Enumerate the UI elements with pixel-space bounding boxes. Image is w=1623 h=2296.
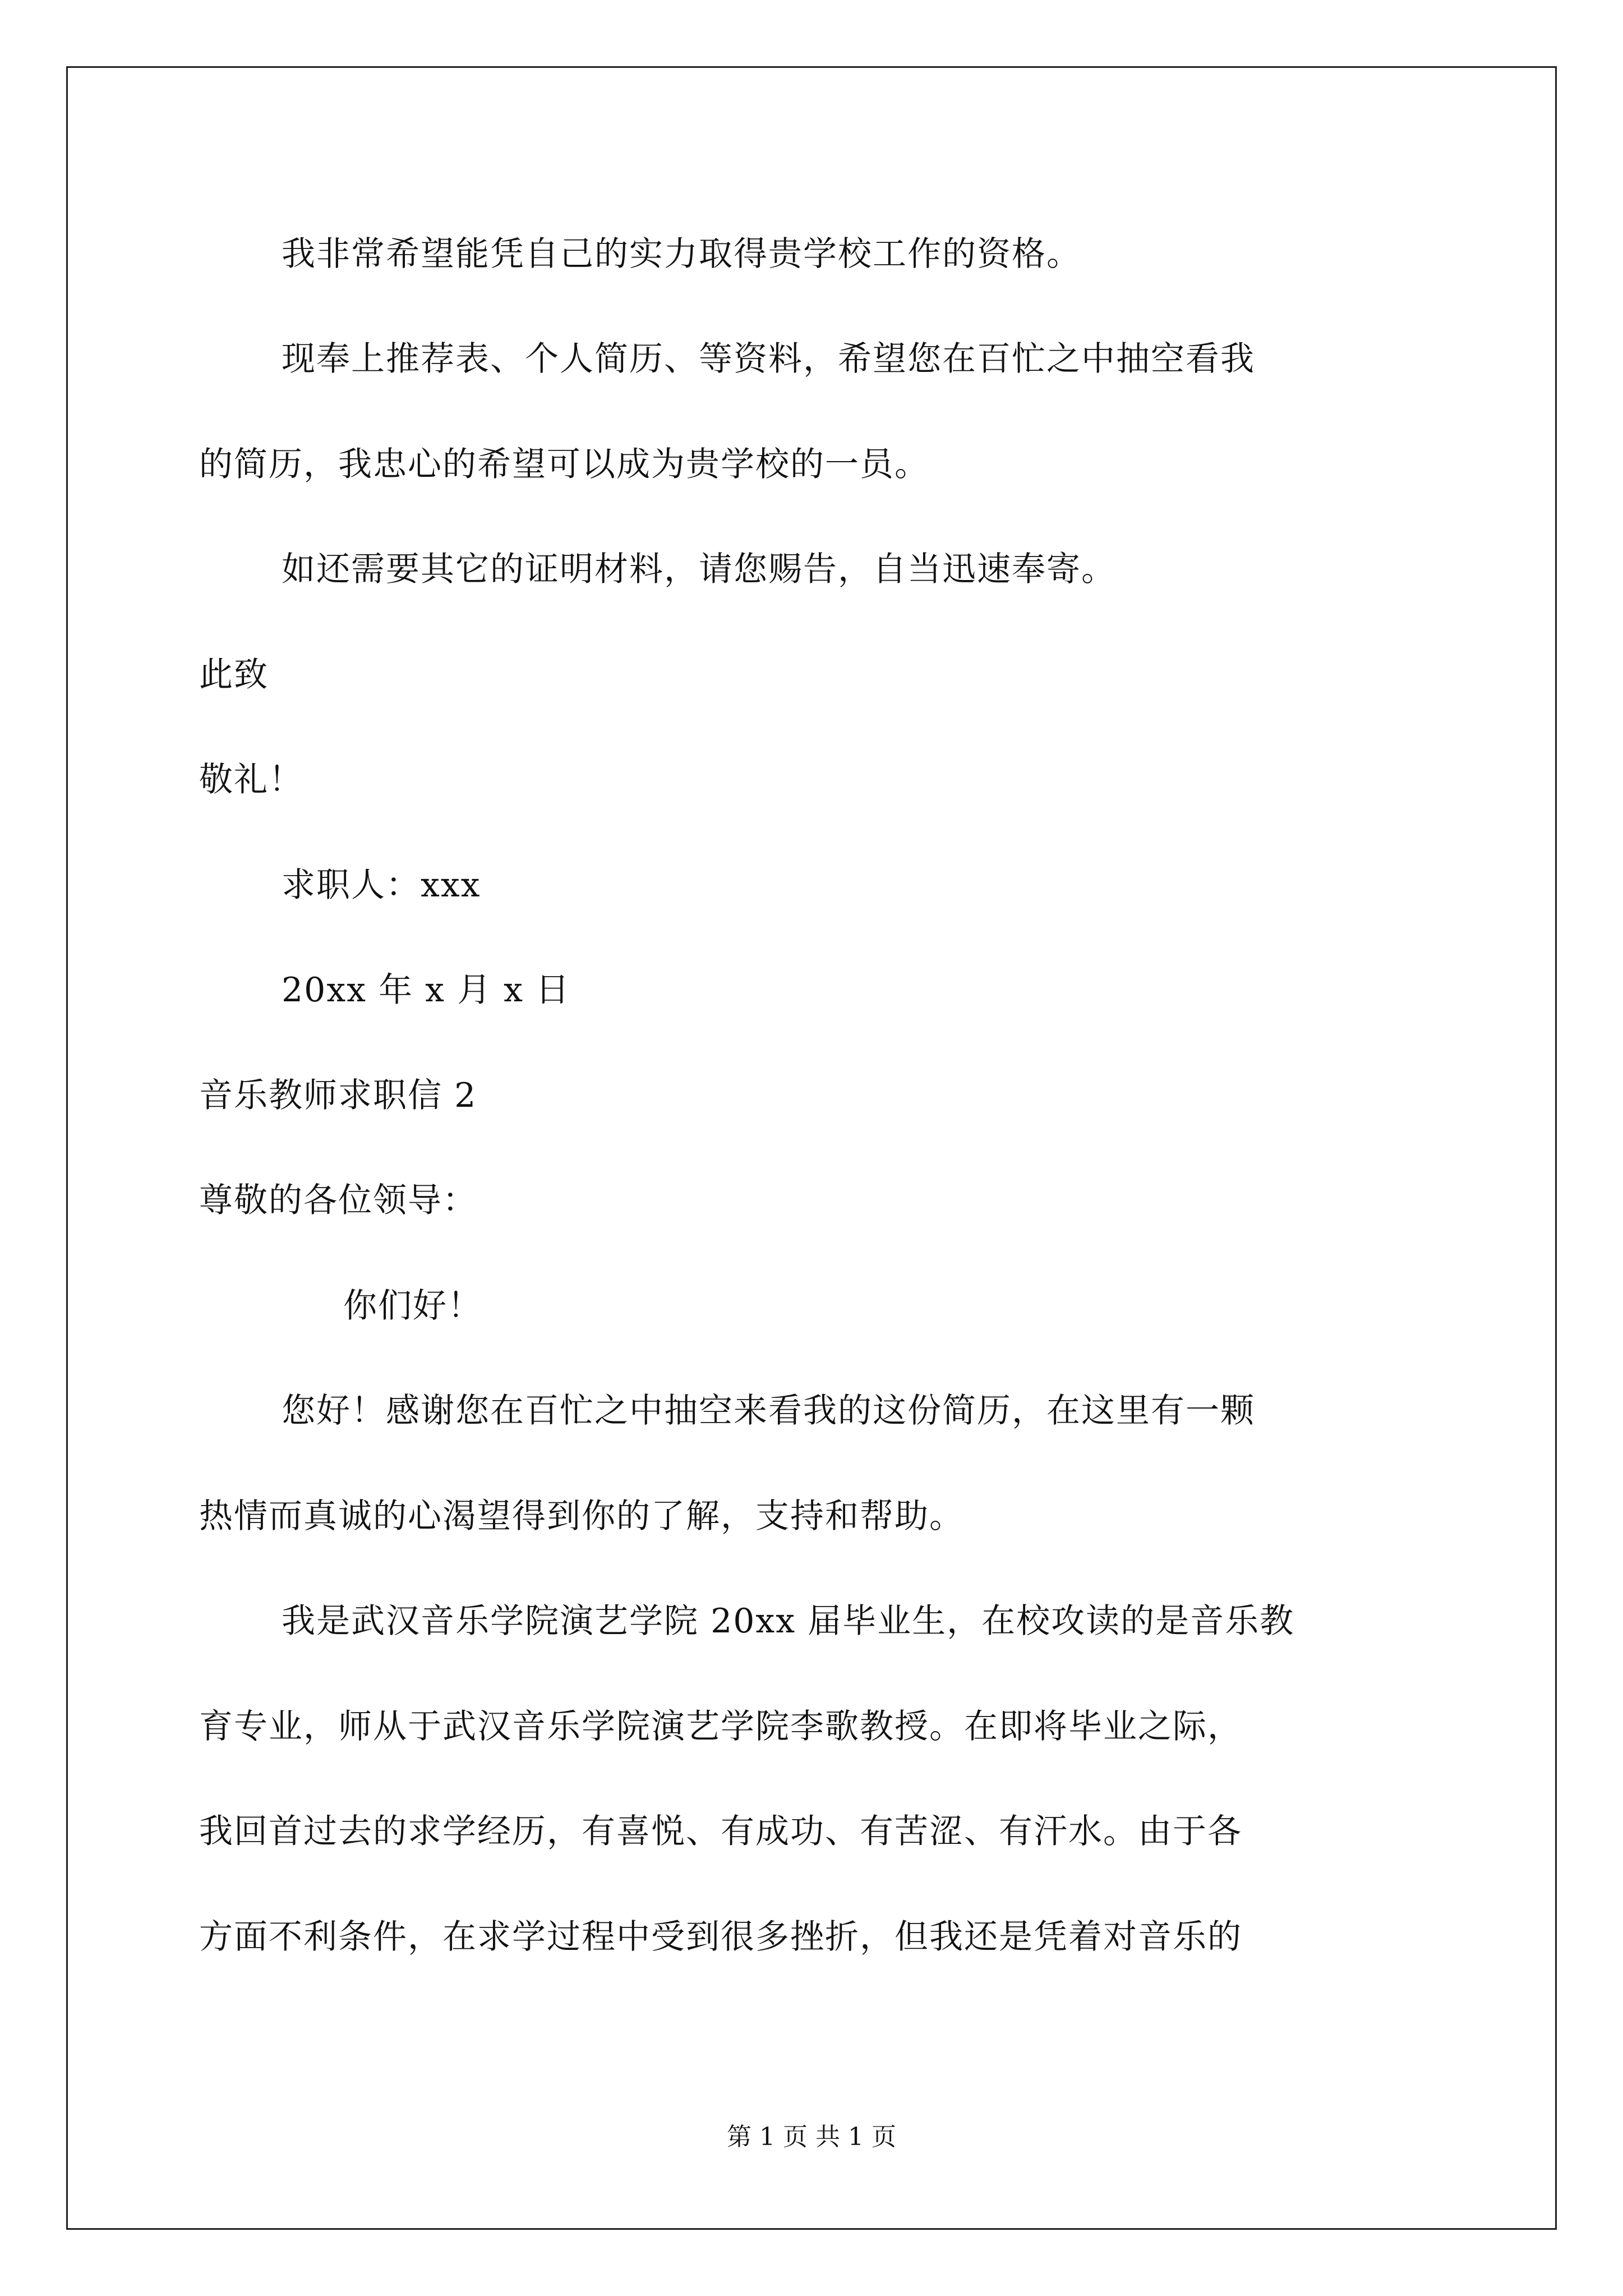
page-border xyxy=(66,66,1557,2230)
page-footer: 第 1 页 共 1 页 xyxy=(727,2123,896,2151)
paragraph-line: 您好！感谢您在百忙之中抽空来看我的这份简历，在这里有一颗 xyxy=(282,1391,1255,1430)
section-title: 音乐教师求职信 2 xyxy=(199,1076,477,1115)
paragraph-line: 的简历，我忠心的希望可以成为贵学校的一员。 xyxy=(199,445,929,484)
paragraph-line: 热情而真诚的心渴望得到你的了解，支持和帮助。 xyxy=(199,1497,964,1536)
closing-salutation: 敬礼！ xyxy=(199,760,303,799)
greeting: 你们好！ xyxy=(343,1286,482,1326)
paragraph-line: 我回首过去的求学经历，有喜悦、有成功、有苦涩、有汗水。由于各 xyxy=(199,1812,1242,1851)
signature-date: 20xx 年 x 月 x 日 xyxy=(282,970,571,1010)
paragraph-line: 我是武汉音乐学院演艺学院 20xx 届毕业生，在校攻读的是音乐教 xyxy=(282,1602,1295,1641)
closing-salutation: 此致 xyxy=(199,655,269,694)
paragraph-line: 方面不利条件，在求学过程中受到很多挫折，但我还是凭着对音乐的 xyxy=(199,1917,1242,1957)
paragraph-line: 现奉上推荐表、个人简历、等资料，希望您在百忙之中抽空看我 xyxy=(282,339,1255,379)
paragraph-line: 育专业，师从于武汉音乐学院演艺学院李歌教授。在即将毕业之际， xyxy=(199,1707,1242,1746)
paragraph-line: 如还需要其它的证明材料，请您赐告，自当迅速奉寄。 xyxy=(282,550,1116,589)
paragraph-line: 我非常希望能凭自己的实力取得贵学校工作的资格。 xyxy=(282,234,1081,274)
signature-applicant: 求职人：xxx xyxy=(282,866,481,905)
greeting: 尊敬的各位领导： xyxy=(199,1181,477,1220)
